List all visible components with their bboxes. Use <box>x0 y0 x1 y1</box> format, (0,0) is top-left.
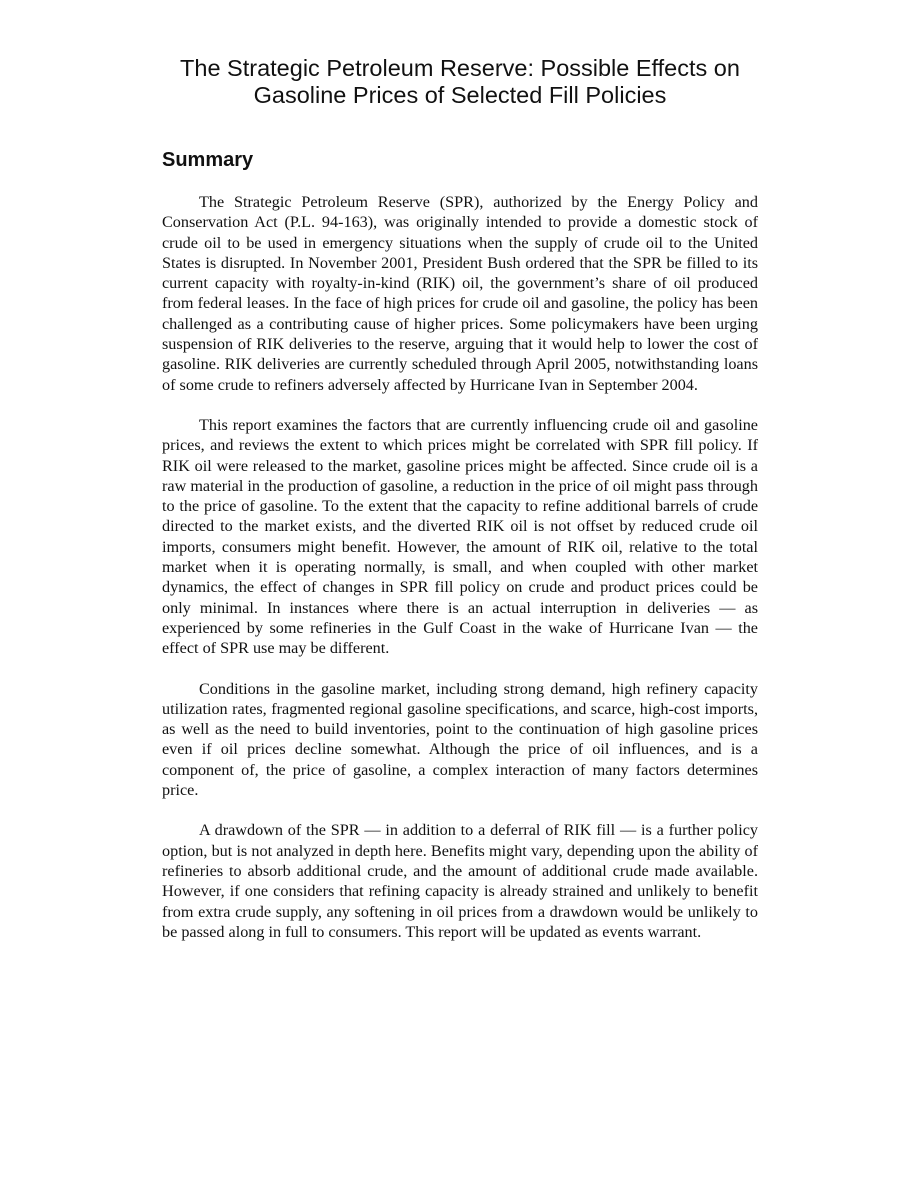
summary-body <box>162 192 758 962</box>
summary-paragraph-3: Conditions in the gasoline market, including strong demand, high refinery capacity utilization rates, fragmented regional gasoline specifications, and scarce, high-cost imports, as well as the need to build inventories, point to the continuation of high gasoline prices even if oil prices decline somewhat. Although the price of oil influences, and is a component of, the price of gasoline, a complex interaction of many factors determines price. <box>162 679 758 800</box>
summary-paragraph-2: This report examines the factors that are currently influencing crude oil and gasoline prices, and reviews the extent to which prices might be correlated with SPR fill policy. If RIK oil were released to the market, gasoline prices might be affected. Since crude oil is a raw material in the production of gasoline, a reduction in the price of oil might pass through to the price of gasoline. To the extent that the capacity to refine additional barrels of crude directed to the market exists, and the diverted RIK oil is not offset by reduced crude oil imports, consumers might benefit. However, the amount of RIK oil, relative to the total market when it is operating normally, is small, and when coupled with other market dynamics, the effect of changes in SPR fill policy on crude and product prices could be only minimal. In instances where there is an actual interruption in deliveries — as experienced by some refineries in the Gulf Coast in the wake of Hurricane Ivan — the effect of SPR use may be different. <box>162 415 758 658</box>
summary-paragraph-4: A drawdown of the SPR — in addition to a deferral of RIK fill — is a further policy option, but is not analyzed in depth here. Benefits might vary, depending upon the ability of refineries to absorb additional crude, and the amount of additional crude made available. However, if one considers that refining capacity is already strained and unlikely to benefit from extra crude supply, any softening in oil prices from a drawdown would be unlikely to be passed along in full to consumers. This report will be updated as events warrant. <box>162 821 758 941</box>
document-title-line-2: Gasoline Prices of Selected Fill Policies <box>253 82 667 108</box>
section-heading-summary: Summary <box>162 149 254 171</box>
document-title-line-1: The Strategic Petroleum Reserve: Possible Effects on <box>180 55 740 81</box>
document-title <box>162 55 758 109</box>
summary-paragraph-1: The Strategic Petroleum Reserve (SPR), authorized by the Energy Policy and Conservation Act (P.L. 94-163), was originally intended to provide a domestic stock of crude oil to be used in emergency situations when the supply of crude oil to the United States is disrupted. In November 2001, President Bush ordered that the SPR be filled to its current capacity with royalty-in-kind (RIK) oil, the government’s share of oil produced from federal leases. In the face of high prices for crude oil and gasoline, the policy has been challenged as a contributing cause of higher prices. Some policymakers have been urging suspension of RIK deliveries to the reserve, arguing that it would help to lower the cost of gasoline. RIK deliveries are currently scheduled through April 2005, notwithstanding loans of some crude to refiners adversely affected by Hurricane Ivan in September 2004. <box>162 193 758 394</box>
